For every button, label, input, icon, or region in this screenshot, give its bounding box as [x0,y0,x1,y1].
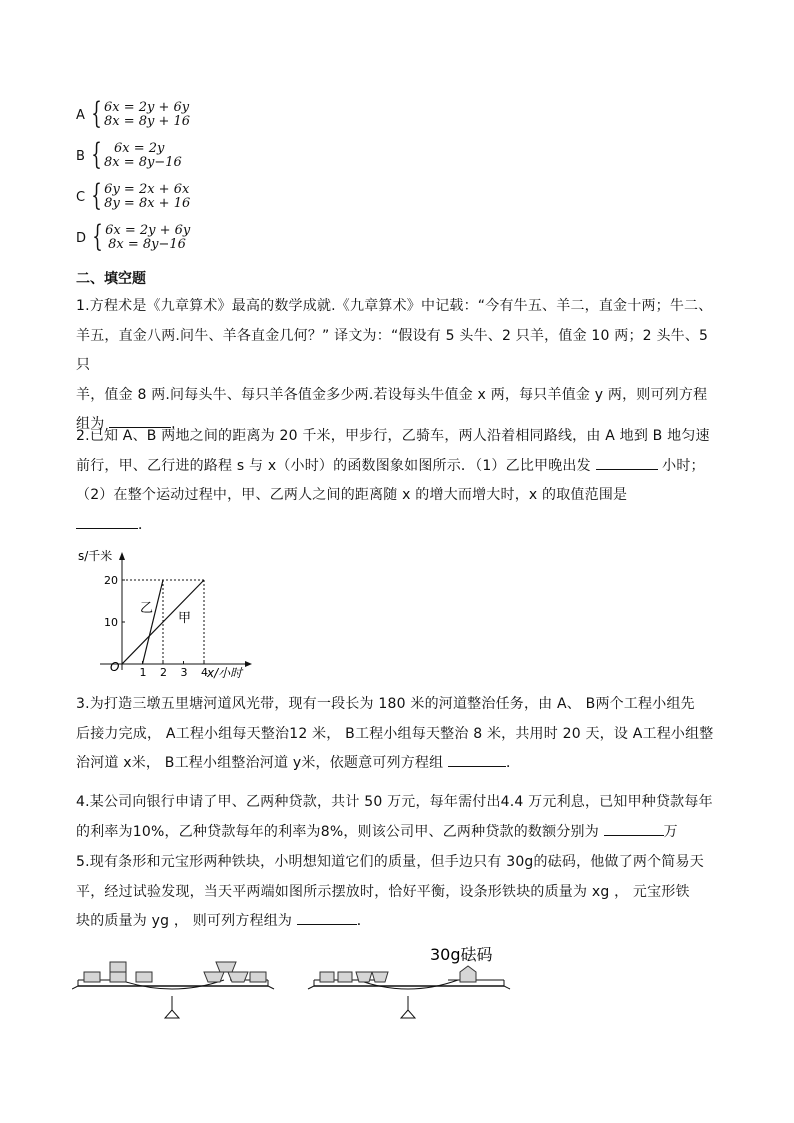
question-line: 3.为打造三墩五里塘河道风光带，现有一段长为 180 米的河道整治任务，由 A、 B两个工程小组先 [76,696,695,712]
ingot-block-icon [372,972,388,982]
x-tick-label: 4 [201,666,208,679]
option-c[interactable] [76,178,191,213]
answer-blank[interactable] [604,821,664,836]
ingot-block-icon [228,972,248,982]
fulcrum-icon [165,1010,179,1018]
option-letter: A [76,107,85,123]
question-line [76,907,726,937]
brace-icon: { [91,178,102,213]
question-line: （2）在整个运动过程中，甲、乙两人之间的距离随 x 的增大而增大时，x 的取值范围是 [76,487,628,503]
question-line: 5.现有条形和元宝形两种铁块，小明想知道它们的质量，但手边只有 30g的砝码，他做了两个简易天 [76,854,704,870]
equation: 8y = 8x + 16 [104,196,191,211]
ingot-block-icon [204,972,224,982]
brace-icon: { [91,96,102,131]
bar-block-icon [110,962,126,972]
equation: 8x = 8y−16 [104,155,182,170]
question-line: 羊，值金 8 两.问每头牛、每只羊各值金多少两.若设每头牛值金 x 两，每只羊值金 y 两，则可列方程 [76,386,708,403]
equation: 8x = 8y + 16 [104,114,191,129]
equation: 6x = 2y + 6y [104,100,190,115]
balance-right [308,945,510,1018]
option-b[interactable] [76,137,182,172]
equation-system [105,224,190,252]
equation-system [104,142,182,170]
balance-diagram [72,940,532,1020]
balance-left [72,962,274,1018]
question-line: 平，经过试验发现，当天平两端如图所示摆放时，恰好平衡，设条形铁块的质量为 xg ， 元宝形铁 [76,883,690,900]
question-5 [76,848,726,937]
x-tick-label: 1 [139,666,147,679]
x-axis-arrow-icon [245,661,252,667]
series-line-yi [143,580,164,664]
question-line [76,452,726,482]
brace-icon: { [91,137,102,172]
beam-end [504,986,510,989]
question-line [76,749,726,779]
equation-system [104,101,190,129]
question-text: 块的质量为 yg ， 则可列方程组为 [76,913,297,929]
bar-block-icon [250,972,266,982]
distance-time-graph [60,546,260,686]
question-text: 的利率为10%，乙种贷款每年的利率为8%，则该公司甲、乙两种贷款的数额分别为 [76,823,604,840]
question-text: . [171,416,176,432]
question-line [76,511,726,541]
question-text: 治河道 x米， B工程小组整治河道 y米，依题意可列方程组 [76,755,448,771]
fulcrum-icon [401,1010,415,1018]
question-text: 前行，甲、乙行进的路程 s 与 x（小时）的函数图象如图所示．（1）乙比甲晚出发 [76,457,596,474]
question-text: 组为 [76,416,110,432]
option-letter: B [76,148,85,164]
question-line: 羊五，直金八两.问牛、羊各直金几何？” 译文为：“假设有 5 头牛、2 只羊，值金 10 两；2 头牛、5 只 [76,327,709,373]
equation: 6x = 2y + 6y [105,223,191,238]
brace-icon: { [92,219,103,254]
origin-label: O [110,660,120,674]
equation: 6y = 2x + 6x [104,182,190,197]
beam-hanger [358,980,458,989]
answer-blank[interactable] [297,910,357,925]
question-text: 万 [663,823,678,840]
beam-end [268,986,274,989]
y-tick-label: 20 [104,574,118,587]
question-line: 4.某公司向银行申请了甲、乙两种贷款，共计 50 万元，每年需付出4.4 万元利息，已知甲种贷款每年 [76,794,713,810]
question-line: 2.已知 A、B 两地之间的距离为 20 千米，甲步行，乙骑车，两人沿着相同路线，由 A 地到 B 地匀速 [76,428,710,444]
question-text: ． [356,913,371,929]
question-4 [76,788,726,847]
equation: 8x = 8y−16 [108,237,186,252]
question-1 [76,292,726,440]
beam-end [308,986,314,989]
question-2 [76,422,726,540]
weight-30g-icon [460,966,476,982]
bar-block-icon [136,972,152,982]
section-title: 二、填空题 [76,271,146,287]
series-label-jia: 甲 [178,611,192,626]
option-d[interactable] [76,219,191,254]
ingot-block-icon [216,962,236,972]
option-a[interactable] [76,96,191,131]
equation-system [104,183,190,211]
question-text: ． [138,516,153,533]
question-text: ． [505,755,521,771]
bar-block-icon [110,972,126,982]
option-letter: D [76,230,87,246]
y-axis-label: s/千米 [78,549,113,563]
question-line [76,818,726,848]
question-line: 1.方程术是《九章算术》最高的数学成就.《九章算术》中记载：“今有牛五、羊二，直金十两；牛二、 [76,298,713,314]
question-text: 小时； [657,457,705,474]
question-3 [76,690,726,779]
bar-block-icon [320,972,334,982]
bar-block-icon [84,972,100,982]
x-tick-label: 2 [160,666,167,679]
answer-blank[interactable] [76,514,138,529]
series-label-yi: 乙 [140,601,154,616]
y-tick-label: 10 [104,616,118,629]
x-tick-label: 3 [180,666,188,679]
x-axis-label: x/小时 [207,666,243,680]
answer-blank[interactable] [596,455,658,470]
question-line: 后接力完成， A工程小组每天整治12 米， B工程小组每天整治 8 米，共用时 20 天，设 A工程小组整 [76,725,714,742]
ingot-block-icon [356,972,372,982]
beam-end [72,986,78,989]
answer-blank[interactable] [448,752,506,767]
option-letter: C [76,189,86,205]
weight-label: 30g砝码 [430,945,493,964]
equation: 6x = 2y [114,141,165,156]
y-axis-arrow-icon [119,552,125,560]
bar-block-icon [338,972,352,982]
